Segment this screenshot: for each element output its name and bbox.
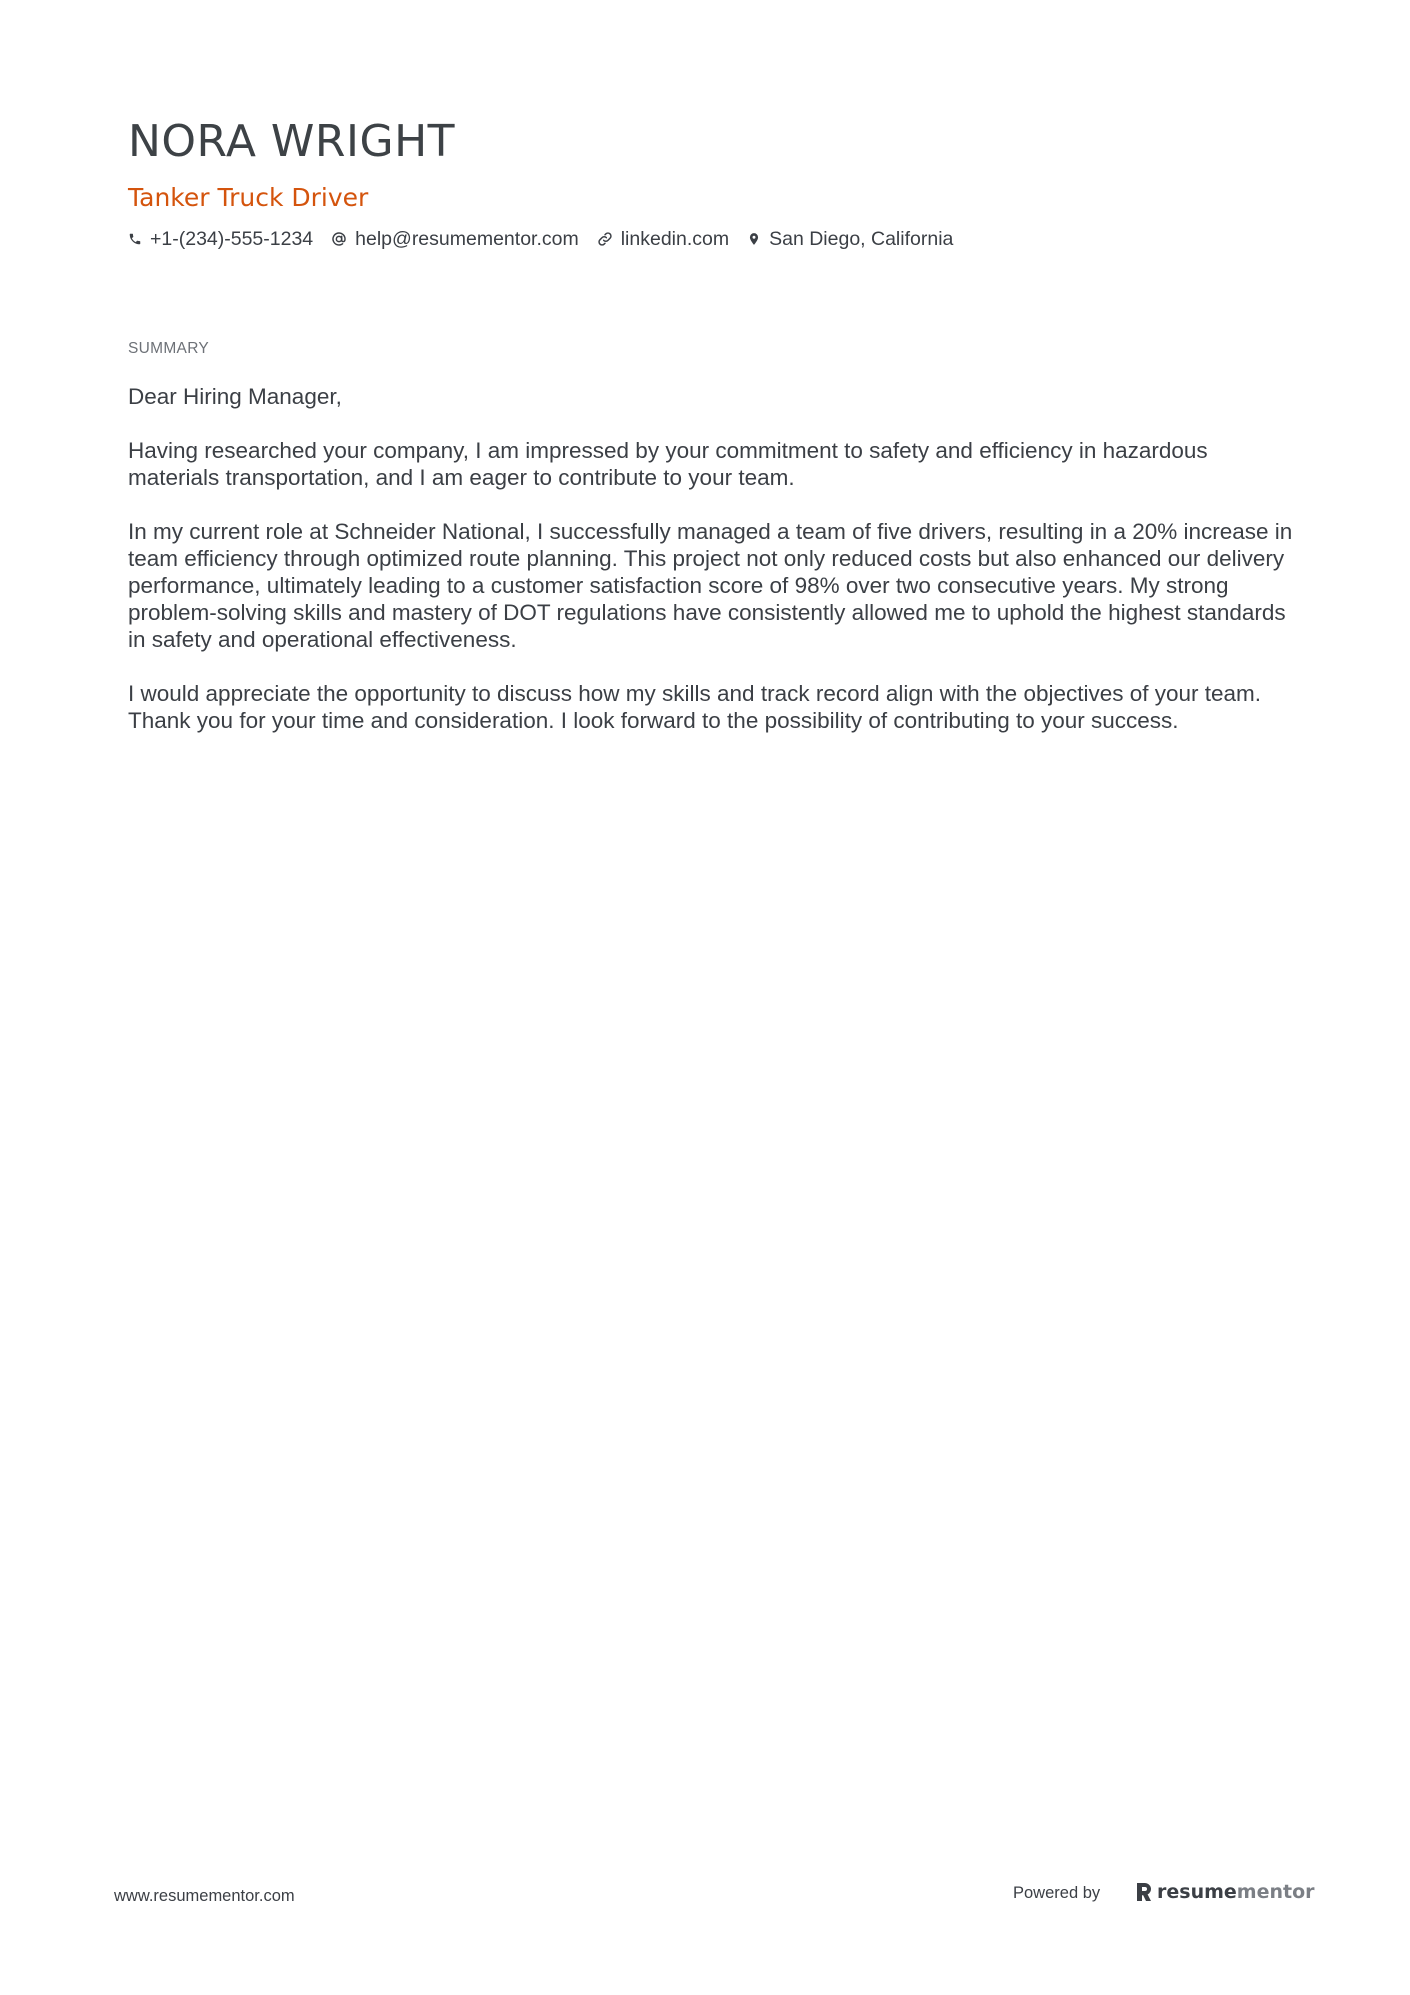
letter-paragraph: In my current role at Schneider National, I successfully managed a team of five drivers, resulting in a 20% increase in team efficiency through optimized route planning. This project not only reduced costs but also enhanced our delivery performance, ultimately leading to a customer satisfaction score of 98% over two consecutive years. My strong problem-solving skills and mastery of DOT regulations have consistently allowed me to uphold the highest standards in safety and operational effectiveness. <box>128 519 1293 652</box>
contact-bar <box>128 226 1288 252</box>
job-title: Tanker Truck Driver <box>128 183 369 212</box>
section-label-summary: SUMMARY <box>128 340 210 357</box>
at-icon <box>331 231 347 247</box>
contact-linkedin <box>597 226 729 252</box>
candidate-name: NORA WRIGHT <box>128 116 456 167</box>
letter-greeting: Dear Hiring Manager, <box>128 384 342 409</box>
contact-location <box>747 226 953 252</box>
letter-paragraph: Having researched your company, I am impressed by your commitment to safety and efficiency in hazardous materials transportation, and I am eager to contribute to your team. <box>128 438 1208 490</box>
linkedin-text: linkedin.com <box>620 228 730 250</box>
link-icon <box>597 231 613 247</box>
powered-by-label: Powered by <box>1013 1884 1101 1902</box>
phone-icon <box>128 232 142 246</box>
contact-phone <box>128 226 313 252</box>
location-pin-icon <box>747 231 761 247</box>
email-text: help@resumementor.com <box>355 228 579 250</box>
contact-email <box>331 226 579 252</box>
header <box>128 114 1288 252</box>
brand-logo <box>1135 1880 1315 1904</box>
letter-paragraph: I would appreciate the opportunity to discuss how my skills and track record align with the objectives of your team. Thank you for your time and consideration. I look forward to the possibility of contributing to your success. <box>128 681 1262 733</box>
phone-text: +1-(234)-555-1234 <box>150 228 314 250</box>
location-text: San Diego, California <box>769 228 954 250</box>
resumementor-logo-icon <box>1135 1882 1153 1902</box>
letter-body <box>128 383 1303 761</box>
brand-name-part2: mentor <box>1236 1881 1315 1903</box>
brand-name-part1: resume <box>1157 1881 1237 1903</box>
footer-website: www.resumementor.com <box>114 1887 295 1905</box>
